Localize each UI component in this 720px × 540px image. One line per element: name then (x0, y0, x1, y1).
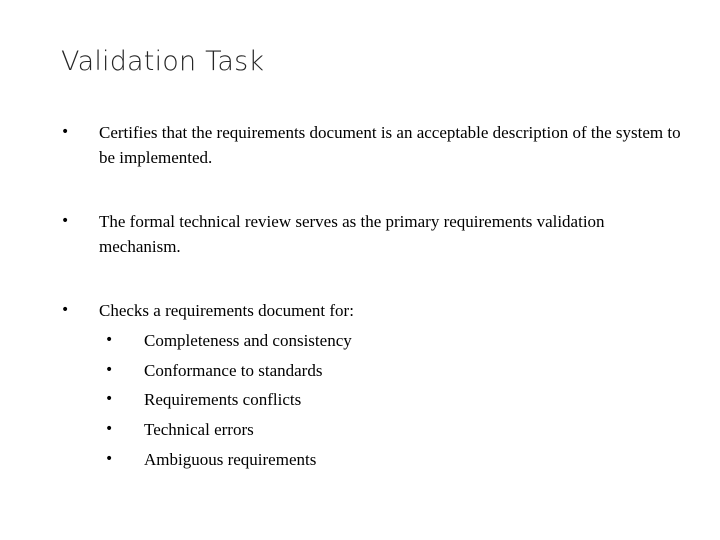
bullet-text: The formal technical review serves as the primary requirements validation mechanism. (99, 212, 605, 256)
sub-item-text: Conformance to standards (144, 360, 323, 380)
bullet-item (61, 209, 681, 259)
bullet-icon: • (61, 302, 70, 318)
bullet-item (61, 120, 681, 170)
sub-list-item (99, 445, 681, 475)
sub-list-item (99, 326, 681, 356)
bullet-text: Checks a requirements document for: (99, 301, 354, 320)
sub-bullet-icon: • (105, 361, 114, 378)
sub-bullet-icon: • (105, 450, 114, 467)
bullet-list (61, 120, 681, 475)
sub-item-text: Completeness and consistency (144, 331, 352, 350)
bullet-icon: • (61, 124, 70, 140)
sub-bullet-icon: • (105, 391, 114, 408)
sub-bullet-icon: • (105, 332, 114, 348)
sub-list-item (99, 385, 681, 415)
bullet-icon: • (61, 213, 70, 229)
sub-list-item (99, 356, 681, 386)
bullet-item (61, 298, 681, 475)
sub-item-text: Ambiguous requirements (144, 449, 317, 469)
sub-item-text: Technical errors (144, 420, 254, 440)
bullet-text: Certifies that the requirements document is an acceptable description of the system to be implemented. (99, 123, 681, 167)
sub-list-item (99, 415, 681, 445)
sub-item-text: Requirements conflicts (144, 390, 302, 410)
slide-title: Validation Task (61, 46, 265, 77)
sub-bullet-icon: • (105, 421, 114, 438)
checks-sub-list (99, 326, 681, 475)
